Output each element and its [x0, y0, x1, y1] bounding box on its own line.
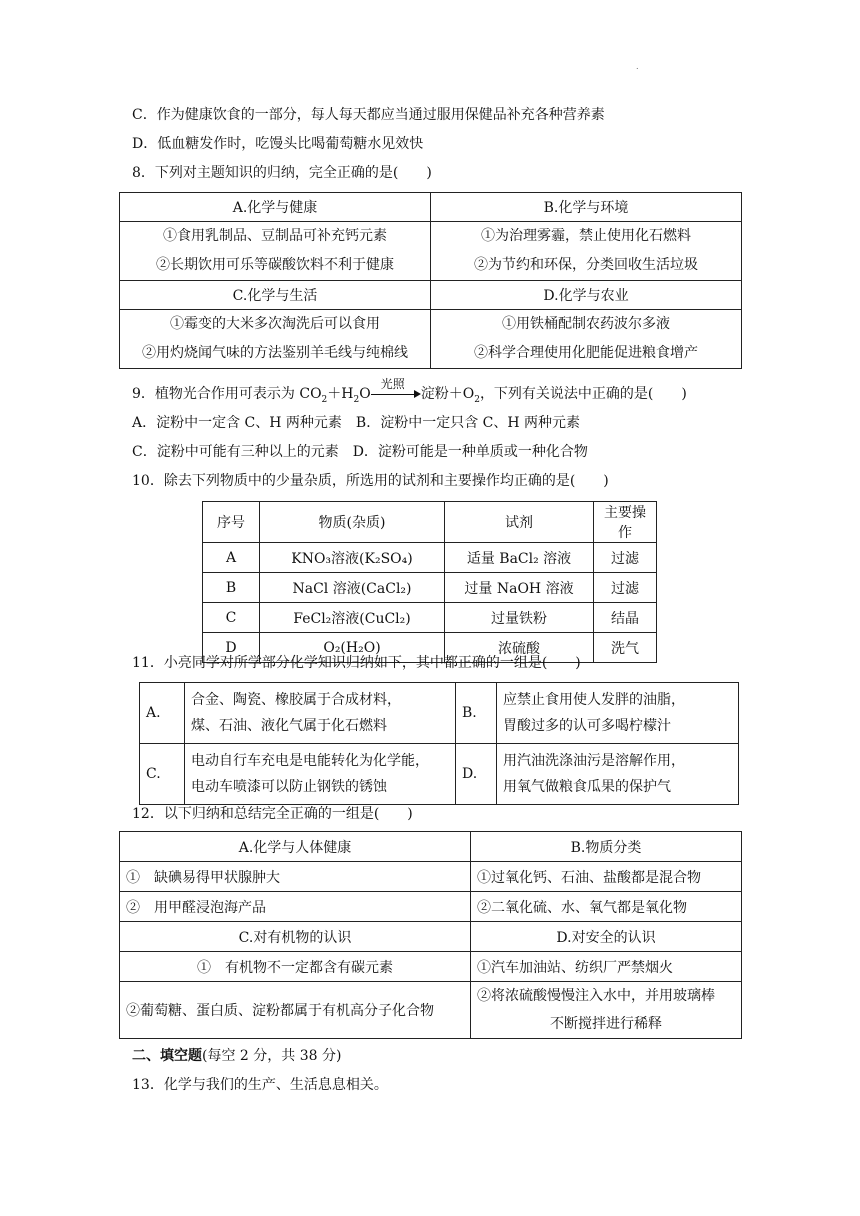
- q12-b-item2: ②二氧化硫、水、氧气都是氧化物: [471, 892, 742, 922]
- q12-a-item2: ② 用甲醛浸泡海产品: [120, 892, 471, 922]
- question-10: 10．除去下列物质中的少量杂质，所选用的试剂和主要操作均正确的是( ): [132, 473, 609, 489]
- q12-d-item2: [471, 982, 742, 1039]
- q12-c-item2: ②葡萄糖、蛋白质、淀粉都属于有机高分子化合物: [120, 982, 471, 1039]
- q11-table: [139, 682, 739, 805]
- q11-d-line2: 用氧气做粮食瓜果的保护气: [503, 779, 671, 795]
- q9-options-cd: C．淀粉中可能有三种以上的元素 D．淀粉可能是一种单质或一种化合物: [132, 444, 588, 460]
- q11-c-line1: 电动自行车充电是电能转化为化学能，: [191, 753, 429, 769]
- q9-tail: ，下列有关说法中正确的是( ): [479, 386, 687, 402]
- q12-d-line2: 不断搅拌进行稀释: [550, 1016, 662, 1032]
- q8-c-body: [120, 310, 431, 369]
- q10-row-substance: KNO₃溶液(K₂SO₄): [260, 543, 445, 573]
- q8-c-head: C.化学与生活: [120, 281, 431, 310]
- q10-row-substance: FeCl₂溶液(CuCl₂): [260, 603, 445, 633]
- q11-d-line1: 用汽油洗涤油污是溶解作用，: [503, 753, 685, 769]
- q12-b-head: B.物质分类: [471, 832, 742, 862]
- q10-row-id: A: [203, 543, 260, 573]
- q10-row-id: D: [203, 633, 260, 663]
- q10-row-reagent: 过量 NaOH 溶液: [445, 573, 594, 603]
- q8-d-body: [431, 310, 742, 369]
- q9-mid: ＋H: [327, 386, 354, 402]
- q10-row-reagent: 过量铁粉: [445, 603, 594, 633]
- q9-mid2: O: [359, 386, 371, 402]
- question-9: 9．植物光合作用可表示为 $CO_2+H_2O$ 光照 淀粉$+O_2$，下列有关说法中正确的是( ): [132, 377, 687, 405]
- q8-a-item2: ②长期饮用可乐等碳酸饮料不利于健康: [156, 257, 394, 273]
- q11-b-body: [497, 683, 739, 744]
- question-12: 12．以下归纳和总结完全正确的一组是( ): [132, 806, 413, 822]
- question-13: 13．化学与我们的生产、生活息息相关。: [132, 1077, 388, 1093]
- q11-a-body: [185, 683, 456, 744]
- q11-a-line1: 合金、陶瓷、橡胶属于合成材料，: [191, 692, 401, 708]
- section-2-scoring: (每空 2 分，共 38 分): [202, 1048, 342, 1064]
- q8-d-head: D.化学与农业: [431, 281, 742, 310]
- q11-a-label: A.: [140, 683, 185, 744]
- q11-b-line2: 胃酸过多的认可多喝柠檬汁: [503, 718, 671, 734]
- q8-c-item1: ①霉变的大米多次淘洗后可以食用: [170, 316, 380, 332]
- question-11: 11．小亮同学对所学部分化学知识归纳如下，其中都正确的一组是( ): [132, 655, 581, 671]
- q11-d-body: [497, 744, 739, 805]
- option-c-text: C．作为健康饮食的一部分，每人每天都应当通过服用保健品补充各种营养素: [132, 107, 605, 123]
- section-2-title: 二、填空题: [132, 1048, 202, 1064]
- q8-a-head: A.化学与健康: [120, 193, 431, 222]
- q10-header-id: 序号: [203, 502, 260, 543]
- q10-row-reagent: 浓硫酸: [445, 633, 594, 663]
- section-2-heading: [132, 1047, 341, 1065]
- q8-b-item1: ①为治理雾霾，禁止使用化石燃料: [481, 228, 691, 244]
- q12-d-line1: ②将浓硫酸慢慢注入水中，并用玻璃棒: [477, 988, 715, 1004]
- q10-header-operation: 主要操作: [594, 502, 657, 543]
- q8-b-head: B.化学与环境: [431, 193, 742, 222]
- table-row: [203, 573, 657, 603]
- q12-d-head: D.对安全的认识: [471, 922, 742, 952]
- q12-c-item1: ① 有机物不一定都含有碳元素: [120, 952, 471, 982]
- q11-d-label: D.: [456, 744, 497, 805]
- q9-prefix: 9．植物光合作用可表示为 CO: [132, 386, 322, 402]
- q10-row-reagent: 适量 BaCl₂ 溶液: [445, 543, 594, 573]
- q10-header-reagent: 试剂: [445, 502, 594, 543]
- q8-d-item2: ②科学合理使用化肥能促进粮食增产: [474, 345, 698, 361]
- q11-c-body: [185, 744, 456, 805]
- q12-a-head: A.化学与人体健康: [120, 832, 471, 862]
- q10-row-id: B: [203, 573, 260, 603]
- q10-row-operation: 结晶: [594, 603, 657, 633]
- reaction-arrow: [371, 377, 421, 403]
- q10-row-substance: NaCl 溶液(CaCl₂): [260, 573, 445, 603]
- q11-b-line1: 应禁止食用使人发胖的油脂，: [503, 692, 685, 708]
- q12-a-item1: ① 缺碘易得甲状腺肿大: [120, 862, 471, 892]
- q12-table: [119, 831, 742, 1039]
- q8-a-body: [120, 222, 431, 281]
- q9-after: 淀粉＋O: [420, 386, 475, 402]
- q8-b-body: [431, 222, 742, 281]
- q9-options-ab: A．淀粉中一定含 C、H 两种元素 B．淀粉中一定只含 C、H 两种元素: [132, 415, 581, 431]
- q10-row-id: C: [203, 603, 260, 633]
- q12-c-head: C.对有机物的认识: [120, 922, 471, 952]
- question-8: 8．下列对主题知识的归纳，完全正确的是( ): [132, 165, 432, 181]
- q10-header-substance: 物质(杂质): [260, 502, 445, 543]
- q8-b-item2: ②为节约和环保，分类回收生活垃圾: [474, 257, 698, 273]
- q10-row-operation: 过滤: [594, 543, 657, 573]
- q10-row-substance: O₂(H₂O): [260, 633, 445, 663]
- page-mark: .: [636, 62, 639, 71]
- option-d-text: D．低血糖发作时，吃馒头比喝葡萄糖水见效快: [132, 136, 424, 152]
- q12-d-item1: ①汽车加油站、纺织厂严禁烟火: [471, 952, 742, 982]
- reaction-condition: 光照: [380, 377, 405, 391]
- table-row: [203, 543, 657, 573]
- q10-row-operation: 过滤: [594, 573, 657, 603]
- q11-a-line2: 煤、石油、液化气属于化石燃料: [191, 718, 387, 734]
- q8-a-item1: ①食用乳制品、豆制品可补充钙元素: [163, 228, 387, 244]
- q12-b-item1: ①过氧化钙、石油、盐酸都是混合物: [471, 862, 742, 892]
- q8-d-item1: ①用铁桶配制农药波尔多液: [502, 316, 670, 332]
- q8-table: [119, 192, 742, 369]
- q10-table: [202, 501, 657, 663]
- q11-c-line2: 电动车喷漆可以防止钢铁的锈蚀: [191, 779, 387, 795]
- q8-c-item2: ②用灼烧闻气味的方法鉴别羊毛线与纯棉线: [142, 345, 408, 361]
- table-row: [203, 603, 657, 633]
- q11-c-label: C.: [140, 744, 185, 805]
- q11-b-label: B.: [456, 683, 497, 744]
- q10-row-operation: 洗气: [594, 633, 657, 663]
